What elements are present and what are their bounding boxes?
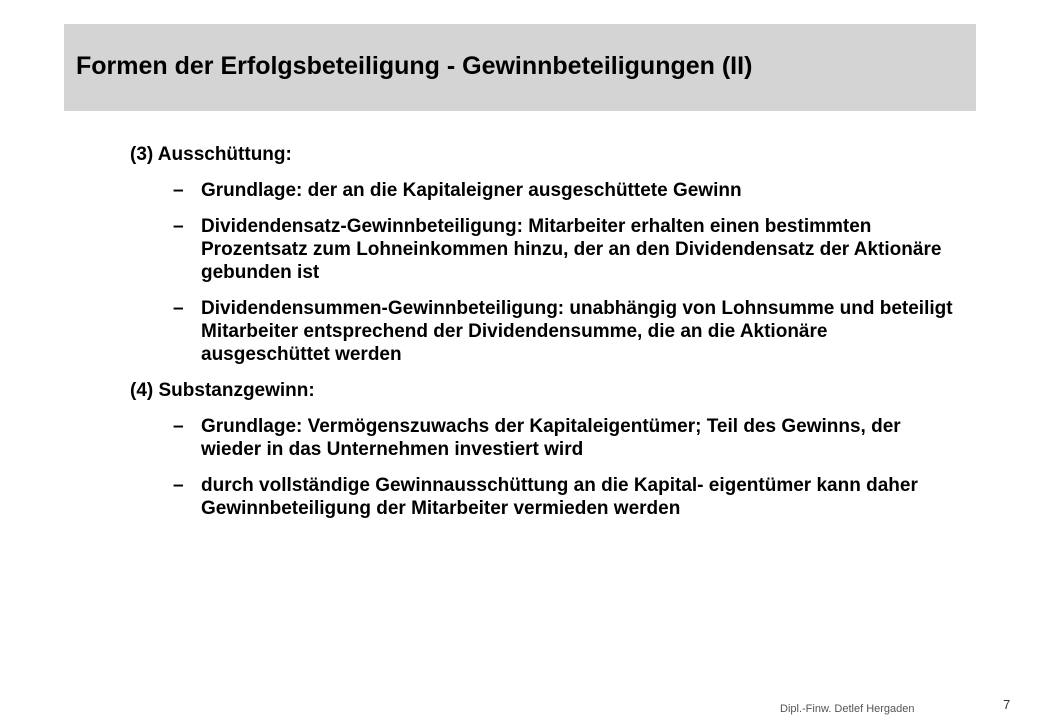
dash-bullet-icon: – [173,216,184,237]
dash-bullet-icon: – [173,180,184,201]
dash-bullet-icon: – [173,475,184,496]
bullet-item [173,474,960,520]
page-number: 7 [1003,697,1011,712]
bullet-text: durch vollständige Gewinnausschüttung an die Kapital- eigentümer kann daher Gewinnbeteiligung der Mitarbeiter vermieden werden [201,475,918,519]
bullet-list [130,415,960,520]
bullet-text: Grundlage: der an die Kapitaleigner ausgeschüttete Gewinn [201,180,742,201]
section-ausschuettung [130,143,960,366]
footer-author: Dipl.-Finw. Detlef Hergaden [780,703,915,715]
bullet-item [173,297,960,366]
bullet-list [130,179,960,366]
section-heading: (3) Ausschüttung: [130,144,292,165]
slide-title: Formen der Erfolgsbeteiligung - Gewinnbeteiligungen (II) [76,52,753,80]
dash-bullet-icon: – [173,298,184,319]
title-bar [64,24,976,111]
slide-content [130,143,960,533]
bullet-text: Grundlage: Vermögenszuwachs der Kapitaleigentümer; Teil des Gewinns, der wieder in das Unternehmen investiert wird [201,416,901,460]
bullet-item [173,415,960,461]
bullet-item [173,179,960,202]
section-substanzgewinn [130,379,960,520]
bullet-item [173,215,960,284]
dash-bullet-icon: – [173,416,184,437]
section-heading: (4) Substanzgewinn: [130,380,315,401]
bullet-text: Dividendensummen-Gewinnbeteiligung: unabhängig von Lohnsumme und beteiligt Mitarbeiter entsprechend der Dividendensumme, die an die Aktionäre ausgeschüttet werden [201,298,953,365]
bullet-text: Dividendensatz-Gewinnbeteiligung: Mitarbeiter erhalten einen bestimmten Prozentsatz zum Lohneinkommen hinzu, der an den Dividendensatz der Aktionäre gebunden ist [201,216,942,283]
